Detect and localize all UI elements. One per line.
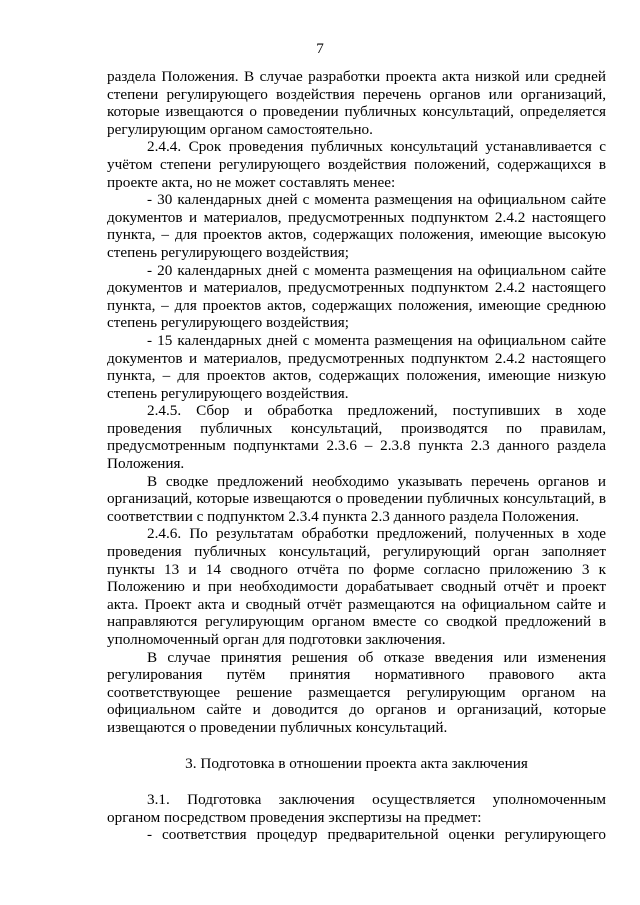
page-number: 7 xyxy=(316,40,324,57)
paragraph: 2.4.4. Срок проведения публичных консультаций устанавливается с учётом степени регулирующего воздействия положений, содержащихся в проекте акта, но не может составлять менее: xyxy=(107,138,606,191)
paragraph: В случае принятия решения об отказе введения или изменения регулирования путём принятия нормативного правового акта соответствующее решение размещается регулирующим органом на официальном сайте и доводится до органов и организаций, которые извещаются о проведении публичных консультаций. xyxy=(107,648,606,736)
list-item: - 30 календарных дней с момента размещения на официальном сайте документов и материалов, предусмотренных подпунктом 2.4.2 настоящего пункта, – для проектов актов, содержащих положения, имеющие высокую степень регулирующего воздействия; xyxy=(107,191,606,261)
section-heading: 3. Подготовка в отношении проекта акта заключения xyxy=(185,754,528,772)
paragraph: раздела Положения. В случае разработки проекта акта низкой или средней степени регулирующего воздействия перечень органов или организаций, которые извещаются о проведении публичных консультаций, определяется регулирующим органом самостоятельно. xyxy=(107,68,606,138)
paragraph: 2.4.5. Сбор и обработка предложений, поступивших в ходе проведения публичных консультаций, производятся по правилам, предусмотренным подпунктами 2.3.6 – 2.3.8 пункта 2.3 данного раздела Положения. xyxy=(107,402,606,473)
paragraph: В сводке предложений необходимо указывать перечень органов и организаций, которые извещаются о проведении публичных консультаций, в соответствии с подпунктом 2.3.4 пункта 2.3 данного раздела Положения. xyxy=(107,472,606,525)
list-item: - 20 календарных дней с момента размещения на официальном сайте документов и материалов, предусмотренных подпунктом 2.4.2 настоящего пункта, – для проектов актов, содержащих положения, имеющие среднюю степень регулирующего воздействия; xyxy=(107,261,606,332)
list-item: - соответствия процедур предварительной оценки регулирующего xyxy=(147,826,606,844)
list-item: - 15 календарных дней с момента размещения на официальном сайте документов и материалов, предусмотренных подпунктом 2.4.2 настоящего пункта, – для проектов актов, содержащих положения, имеющие низкую степень регулирующего воздействия. xyxy=(107,331,606,402)
paragraph: 3.1. Подготовка заключения осуществляется уполномоченным органом посредством проведения экспертизы на предмет: xyxy=(107,791,606,826)
paragraph: 2.4.6. По результатам обработки предложений, полученных в ходе проведения публичных консультаций, регулирующий орган заполняет пункты 13 и 14 сводного отчёта по форме согласно приложению 3 к Положению и при необходимости дорабатывает сводный отчёт и проект акта. Проект акта и сводный отчёт размещаются на официальном сайте и направляются регулирующим органом вместе со сводкой предложений в уполномоченный орган для подготовки заключения. xyxy=(107,525,606,648)
document-body xyxy=(107,68,606,844)
